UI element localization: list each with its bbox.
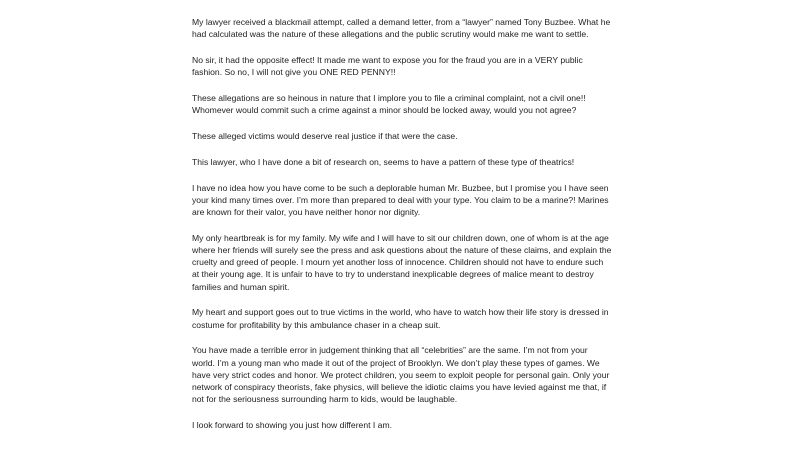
paragraph-8: My heart and support goes out to true victims in the world, who have to watch how their life story is dressed in costume for profitability by this ambulance chaser in a cheap suit. (192, 307, 609, 330)
paragraph-3: These allegations are so heinous in nature that I implore you to file a criminal complaint, not a civil one!! Whomever would commit such a crime against a minor should be locked away, would you not agree? (192, 93, 586, 116)
paragraph-7: My only heartbreak is for my family. My wife and I will have to sit our children down, one of whom is at the age where her friends will surely see the press and ask questions about the nature of these claims, and explain the cruelty and greed of people. I mourn yet another loss of innocence. Children should not have to endure such at their young age. It is unfair to have to try to understand inexplicable degrees of malice meant to destroy families and human spirit. (192, 232, 612, 292)
paragraph-9: You have made a terrible error in judgement thinking that all “celebrities” are the same. I’m not from your world. I’m a young man who made it out of the project of Brooklyn. We don’t play these types of games. We have very strict codes and honor. We protect children, you seem to exploit people for personal gain. Only your network of conspiracy theorists, fake physics, will believe the idiotic claims you have levied against me that, if not for the seriousness surrounding harm to kids, would be laughable. (192, 345, 610, 405)
paragraph-10: I look forward to showing you just how different I am. (192, 420, 392, 431)
paragraph-1: My lawyer received a blackmail attempt, called a demand letter, from a “lawyer” named Tony Buzbee. What he had calculated was the nature of these allegations and the public scrutiny would make me want to settle. (192, 17, 611, 40)
paragraph-6: I have no idea how you have come to be such a deplorable human Mr. Buzbee, but I promise you I have seen your kind many times over. I’m more than prepared to deal with your type. You claim to be a marine?! Marines are known for their valor, you have neither honor nor dignity. (192, 182, 609, 217)
paragraph-2: No sir, it had the opposite effect! It made me want to expose you for the fraud you are in a VERY public fashion. So no, I will not give you ONE RED PENNY!! (192, 55, 583, 78)
paragraph-4: These alleged victims would deserve real justice if that were the case. (192, 131, 458, 141)
letter-document (192, 16, 612, 445)
paragraph-5: This lawyer, who I have done a bit of research on, seems to have a pattern of these type of theatrics! (192, 156, 575, 167)
